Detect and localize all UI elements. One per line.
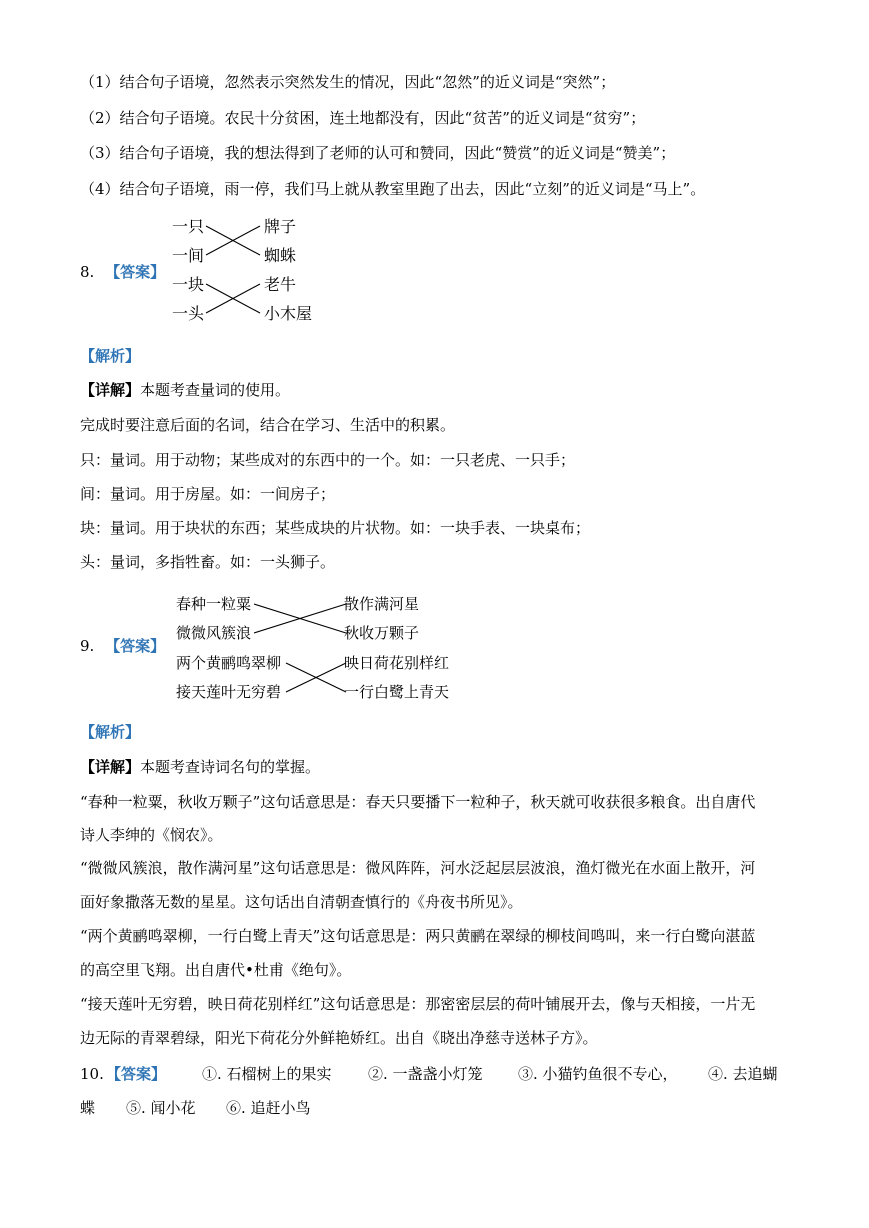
q9-line-6: 的高空里飞翔。出自唐代•杜甫《绝句》。 (80, 961, 352, 979)
q8-left-4: 一头 (172, 304, 205, 323)
q10-number: 10. (80, 1065, 104, 1083)
q9-answer-label: 【答案】 (105, 637, 166, 655)
q8-detail-text: 本题考查量词的使用。 (140, 381, 291, 399)
q10-answer-label: 【答案】 (106, 1065, 167, 1083)
q8-right-4: 小木屋 (264, 304, 313, 323)
q8-line-4: 块：量词。用于块状的东西；某些成块的片状物。如：一块手表、一块桌布； (80, 519, 591, 537)
q7-explanation-2: （2）结合句子语境。农民十分贫困，连土地都没有，因此“贫苦”的近义词是“贫穷”； (80, 109, 646, 127)
q8-matching-diagram (160, 208, 330, 328)
q8-right-2: 蜘蛛 (264, 246, 297, 265)
q8-right-3: 老牛 (264, 275, 297, 294)
q9-number: 9. (80, 637, 95, 655)
q9-line-5: “两个黄鹂鸣翠柳，一行白鹭上青天”这句话意思是：两只黄鹂在翠绿的柳枝间鸣叫，来一行白鹭向湛蓝 (80, 927, 756, 945)
q9-line-8: 边无际的青翠碧绿，阳光下荷花分外鲜艳娇红。出自《晓出净慈寺送林子方》。 (80, 1029, 598, 1047)
q9-line-4: 面好象撒落无数的星星。这句话出自清朝查慎行的《舟夜书所见》。 (80, 893, 523, 911)
q9-detail (80, 757, 320, 777)
q8-left-3: 一块 (172, 275, 205, 294)
q9-line-1: “春种一粒粟，秋收万颗子”这句话意思是：春天只要播下一粒种子，秋天就可收获很多粮食。出自唐代 (80, 793, 756, 811)
q9-analysis-label: 【解析】 (80, 723, 141, 741)
q10-item-1: ①. 石榴树上的果实 (202, 1065, 332, 1083)
q9-left-1: 春种一粒粟 (176, 595, 252, 613)
q8-line-1: 完成时要注意后面的名词，结合在学习、生活中的积累。 (80, 416, 456, 434)
q8-right-1: 牌子 (264, 217, 297, 236)
q8-line-5: 头：量词，多指牲畜。如：一头狮子。 (80, 553, 336, 571)
q8-line-2: 只：量词。用于动物；某些成对的东西中的一个。如：一只老虎、一只手； (80, 451, 576, 469)
q10-item-2: ②. 一盏盏小灯笼 (368, 1065, 483, 1083)
q10-item-5: ⑤. 闻小花 (126, 1099, 196, 1117)
q9-matching-diagram (170, 588, 470, 708)
q9-right-4: 一行白鹭上青天 (344, 683, 450, 701)
q8-analysis-label: 【解析】 (80, 347, 141, 365)
q7-explanation-3: （3）结合句子语境，我的想法得到了老师的认可和赞同，因此“赞赏”的近义词是“赞美”； (80, 144, 676, 162)
q8-detail (80, 380, 290, 400)
q9-line-7: “接天莲叶无穷碧，映日荷花别样红”这句话意思是：那密密层层的荷叶铺展开去，像与天相接，一片无 (80, 995, 756, 1013)
q10-item-6: ⑥. 追赶小鸟 (226, 1099, 311, 1117)
q7-explanation-4: （4）结合句子语境，雨一停，我们马上就从教室里跑了出去，因此“立刻”的近义词是“马上”。 (80, 180, 706, 198)
q9-line-2: 诗人李绅的《悯农》。 (80, 826, 223, 844)
q8-detail-label: 【详解】 (80, 381, 141, 399)
q8-left-1: 一只 (172, 217, 205, 236)
q8-line-3: 间：量词。用于房屋。如：一间房子； (80, 485, 336, 503)
q10-item-4-continued: 蝶 (80, 1099, 96, 1117)
q9-right-3: 映日荷花别样红 (344, 654, 450, 672)
q9-left-3: 两个黄鹂鸣翠柳 (176, 654, 282, 672)
q9-right-1: 散作满河星 (344, 595, 420, 613)
q10-answer (80, 1064, 800, 1124)
q9-detail-label: 【详解】 (80, 758, 141, 776)
q9-right-2: 秋收万颗子 (344, 624, 420, 642)
q8-number: 8. (80, 263, 95, 281)
q9-detail-text: 本题考查诗词名句的掌握。 (140, 758, 321, 776)
q8-heading (80, 262, 165, 282)
q10-item-3: ③. 小猫钓鱼很不专心， (518, 1065, 678, 1083)
q9-heading (80, 636, 165, 656)
q8-answer-label: 【答案】 (105, 263, 166, 281)
q8-left-2: 一间 (172, 246, 205, 265)
q7-explanation-1: （1）结合句子语境，忽然表示突然发生的情况，因此“忽然”的近义词是“突然”； (80, 73, 616, 91)
q9-left-2: 微微风簇浪 (176, 624, 252, 642)
q9-line-3: “微微风簇浪，散作满河星”这句话意思是：微风阵阵，河水泛起层层波浪，渔灯微光在水面上散开，河 (80, 859, 756, 877)
q10-item-4: ④. 去追蝴 (708, 1065, 778, 1083)
q9-left-4: 接天莲叶无穷碧 (176, 683, 282, 701)
